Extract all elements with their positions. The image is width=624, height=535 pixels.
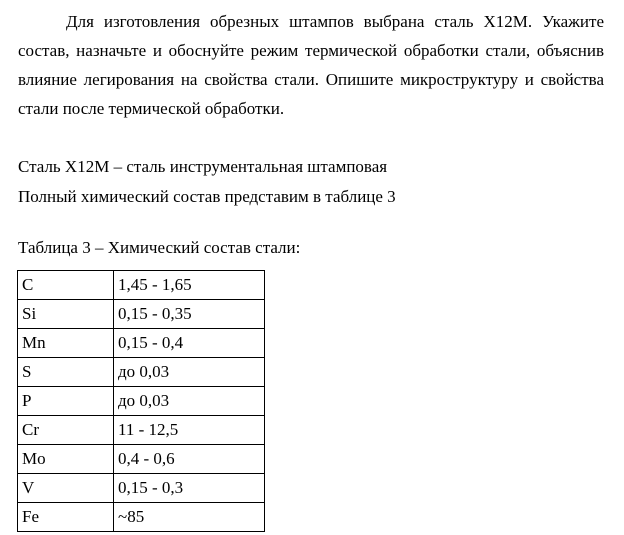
table-row <box>18 474 265 503</box>
table-row <box>18 300 265 329</box>
table-row <box>18 271 265 300</box>
composition-table <box>17 270 265 532</box>
value-cell: 1,45 - 1,65 <box>114 271 265 300</box>
value-cell: до 0,03 <box>114 358 265 387</box>
table-row <box>18 387 265 416</box>
table-row <box>18 358 265 387</box>
task-paragraph <box>18 7 604 123</box>
value-cell: 0,15 - 0,35 <box>114 300 265 329</box>
element-cell: Mo <box>18 445 114 474</box>
table-row <box>18 329 265 358</box>
value-cell: 0,15 - 0,3 <box>114 474 265 503</box>
value-cell: 0,15 - 0,4 <box>114 329 265 358</box>
value-cell: ~85 <box>114 503 265 532</box>
table-caption: Таблица 3 – Химический состав стали: <box>18 238 301 257</box>
element-cell: V <box>18 474 114 503</box>
value-cell: 11 - 12,5 <box>114 416 265 445</box>
table-row <box>18 445 265 474</box>
task-line-2: состав, назначьте и обоснуйте режим термической обработки стали, объяснив <box>18 41 604 60</box>
task-line-4: стали после термической обработки. <box>18 99 285 118</box>
element-cell: Cr <box>18 416 114 445</box>
element-cell: Si <box>18 300 114 329</box>
composition-intro: Полный химический состав представим в таблице 3 <box>18 187 396 206</box>
table-row <box>18 503 265 532</box>
element-cell: P <box>18 387 114 416</box>
value-cell: 0,4 - 0,6 <box>114 445 265 474</box>
task-line-3: влияние легирования на свойства стали. Опишите микроструктуру и свойства <box>18 70 604 89</box>
value-cell: до 0,03 <box>114 387 265 416</box>
element-cell: S <box>18 358 114 387</box>
element-cell: Fe <box>18 503 114 532</box>
element-cell: Mn <box>18 329 114 358</box>
table-row <box>18 416 265 445</box>
task-line-1: Для изготовления обрезных штампов выбрана сталь Х12М. Укажите <box>66 12 604 31</box>
steel-description: Сталь Х12М – сталь инструментальная штамповая <box>18 157 388 176</box>
element-cell: C <box>18 271 114 300</box>
